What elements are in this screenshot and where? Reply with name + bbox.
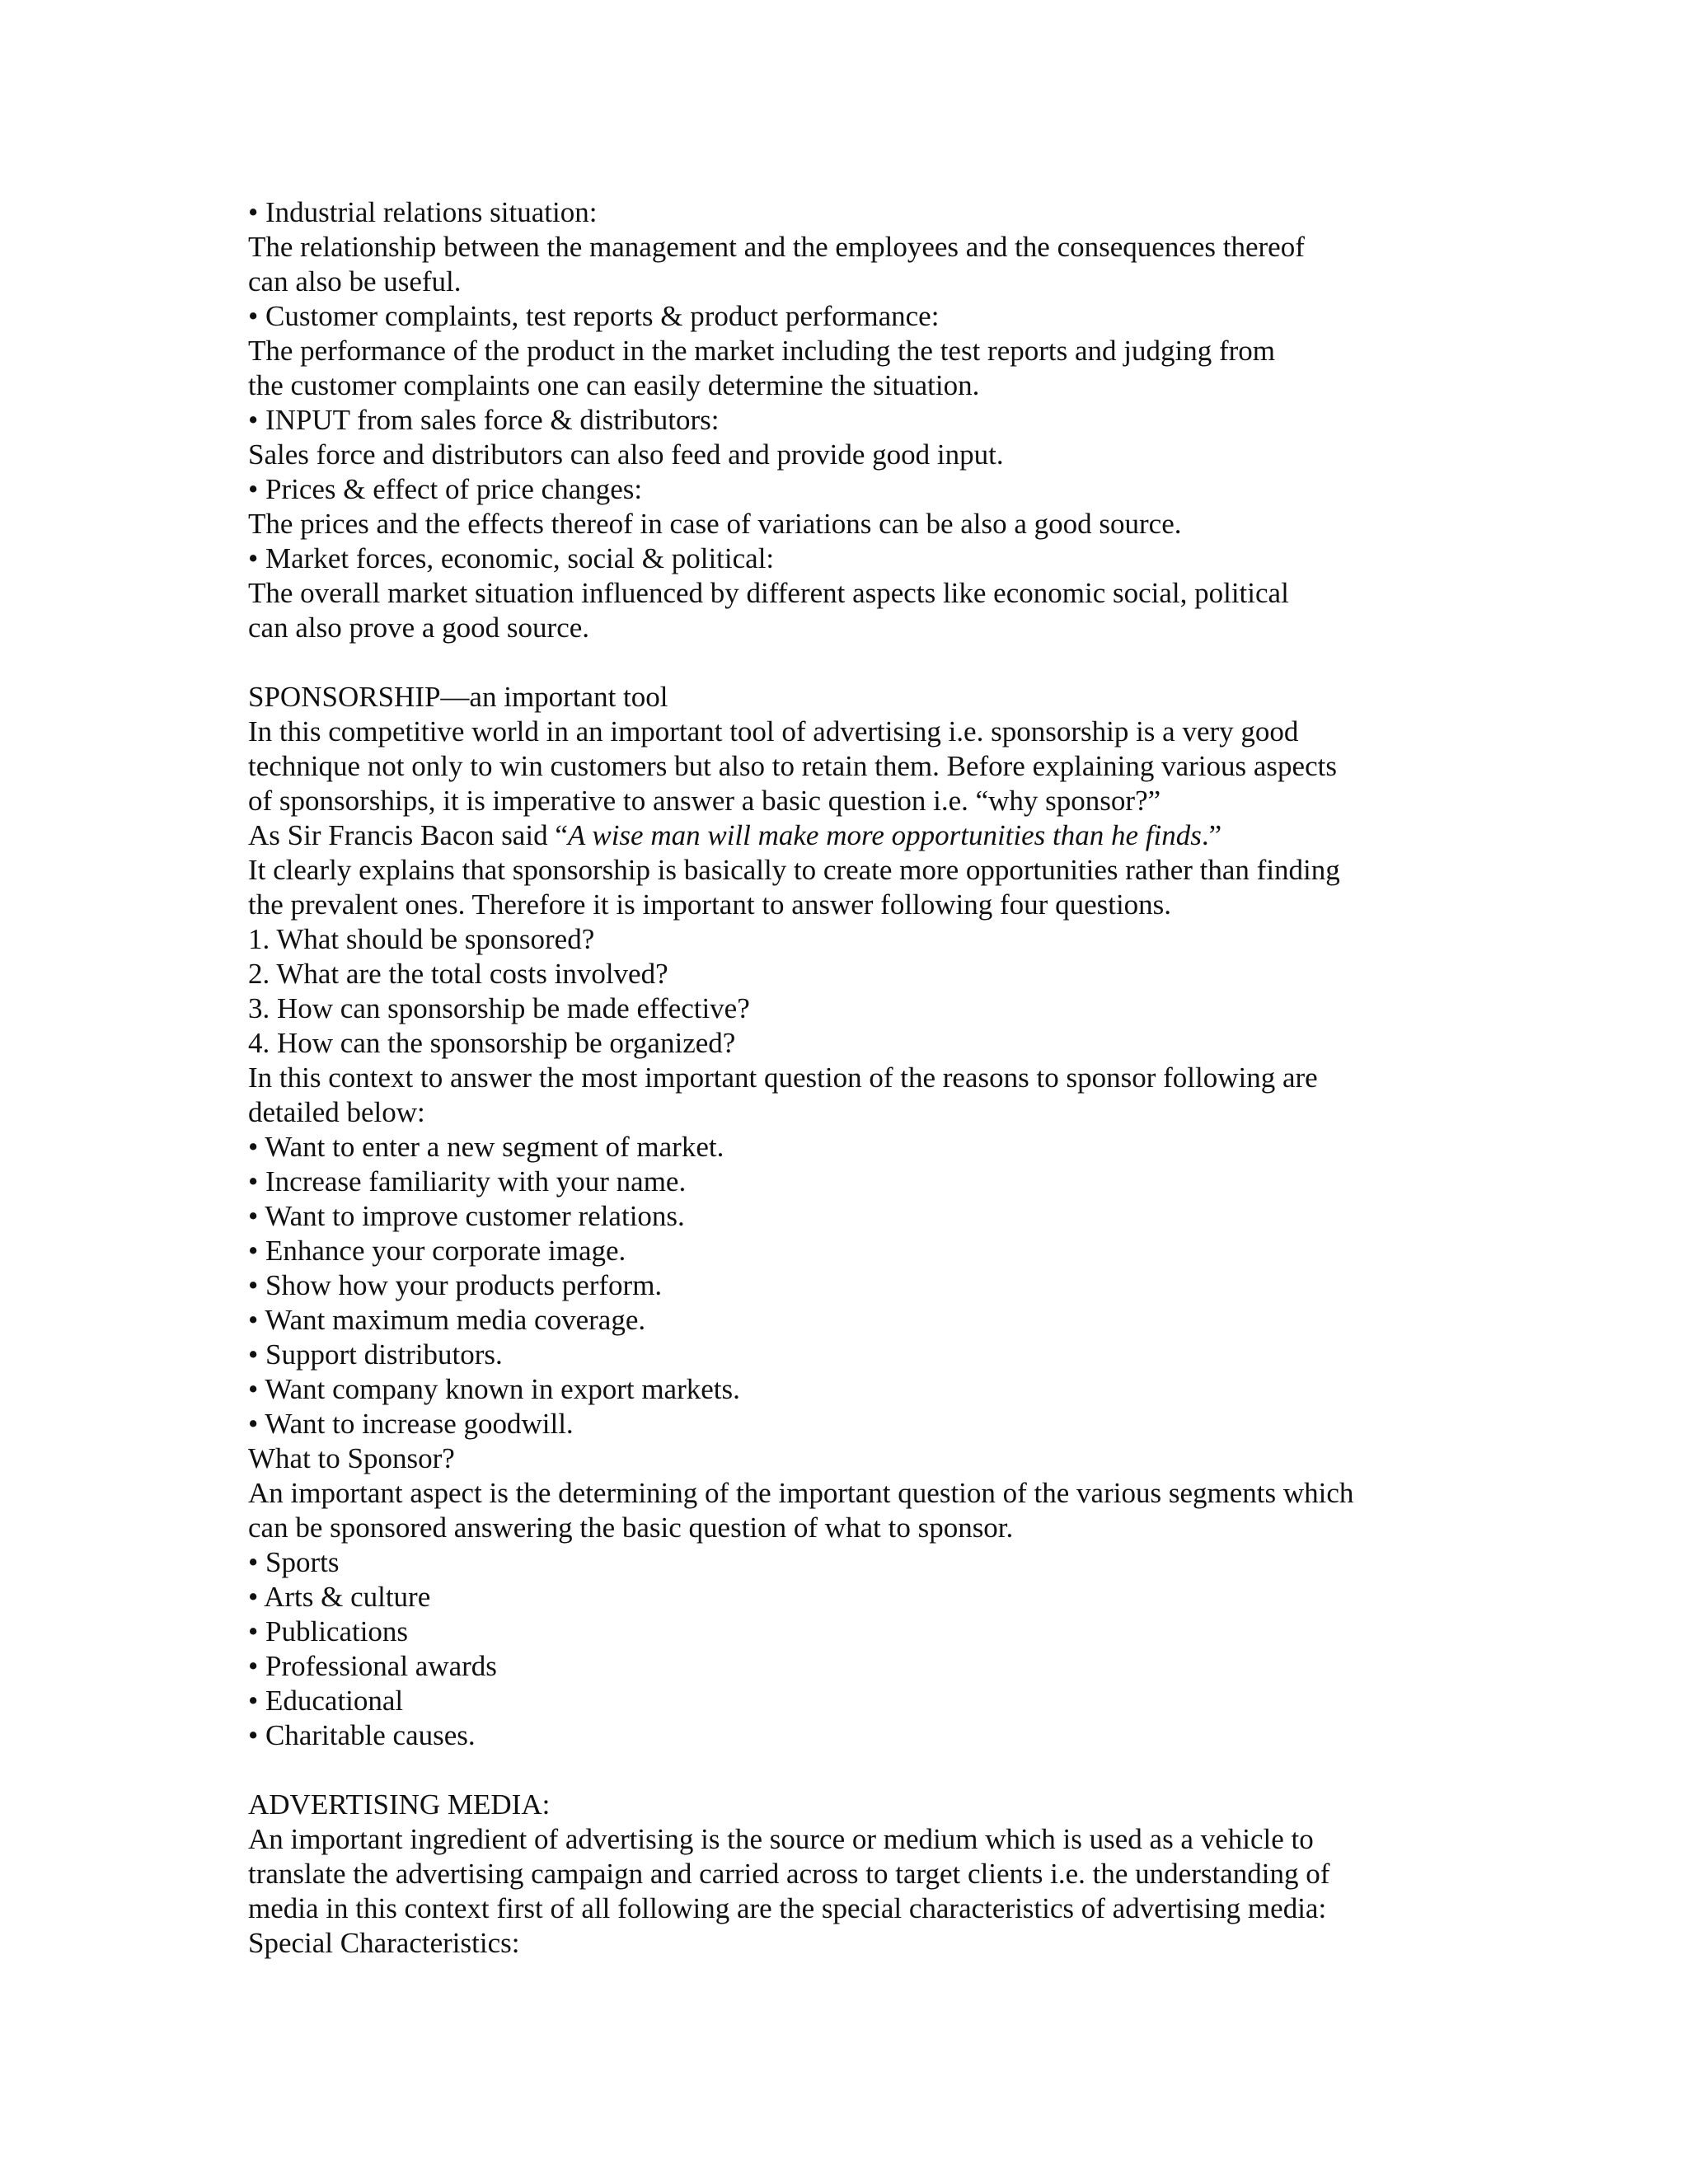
- item-text-line: The performance of the product in the market including the test reports and judging from: [248, 335, 1276, 367]
- item-text-line: The prices and the effects thereof in case of variations can be also a good source.: [248, 508, 1182, 540]
- item-heading: • INPUT from sales force & distributors:: [248, 404, 720, 436]
- subsection-heading: Special Characteristics:: [248, 1927, 520, 1959]
- section-heading: SPONSORSHIP—an important tool: [248, 681, 668, 713]
- intro-item: [248, 541, 1451, 645]
- paragraph-line: detailed below:: [248, 1096, 425, 1128]
- item-text-line: can also be useful.: [248, 265, 462, 298]
- paragraph-line: technique not only to win customers but also to retain them. Before explaining various aspects: [248, 750, 1337, 782]
- quote-line: [248, 818, 1451, 853]
- reason-item: • Want to increase goodwill.: [248, 1408, 574, 1440]
- reason-item: • Want maximum media coverage.: [248, 1304, 646, 1336]
- reason-item: • Show how your products perform.: [248, 1269, 663, 1301]
- item-text-line: The overall market situation influenced by different aspects like economic social, political: [248, 577, 1289, 609]
- section-heading: ADVERTISING MEDIA:: [248, 1788, 551, 1821]
- paragraph-line: media in this context first of all following are the special characteristics of advertising media:: [248, 1892, 1327, 1924]
- paragraph-line: of sponsorships, it is imperative to answer a basic question i.e. “why sponsor?”: [248, 785, 1161, 817]
- paragraph-line: An important aspect is the determining of the important question of the various segments which: [248, 1477, 1354, 1509]
- segment-item: • Arts & culture: [248, 1581, 431, 1613]
- quote-suffix: .”: [1201, 819, 1222, 851]
- paragraph-line: the prevalent ones. Therefore it is important to answer following four questions.: [248, 888, 1172, 921]
- media-section: [248, 1788, 1451, 1961]
- paragraph-line: It clearly explains that sponsorship is basically to create more opportunities rather than finding: [248, 854, 1340, 886]
- paragraph-line: In this competitive world in an important tool of advertising i.e. sponsorship is a very good: [248, 715, 1299, 748]
- quote-text: A wise man will make more opportunities than he finds: [567, 819, 1202, 851]
- intro-item: [248, 299, 1451, 403]
- questions-list: [248, 922, 1451, 1061]
- question-item: 1. What should be sponsored?: [248, 923, 595, 955]
- segment-item: • Publications: [248, 1615, 409, 1647]
- item-heading: • Industrial relations situation:: [248, 196, 598, 228]
- paragraph-line: An important ingredient of advertising is the source or medium which is used as a vehicle to: [248, 1823, 1314, 1855]
- reason-item: • Want company known in export markets.: [248, 1373, 740, 1405]
- document-page: [248, 195, 1451, 1961]
- item-heading: • Market forces, economic, social & political:: [248, 542, 775, 574]
- paragraph-line: In this context to answer the most important question of the reasons to sponsor following are: [248, 1062, 1318, 1094]
- item-text-line: Sales force and distributors can also feed and provide good input.: [248, 438, 1004, 471]
- intro-item: [248, 195, 1451, 299]
- reason-item: • Support distributors.: [248, 1338, 503, 1371]
- reasons-list: [248, 1130, 1451, 1441]
- reason-item: • Want to enter a new segment of market.: [248, 1131, 724, 1163]
- subsection-heading: What to Sponsor?: [248, 1442, 455, 1474]
- segments-list: [248, 1545, 1451, 1753]
- question-item: 2. What are the total costs involved?: [248, 958, 668, 990]
- segment-item: • Charitable causes.: [248, 1719, 476, 1751]
- intro-item: [248, 472, 1451, 541]
- reason-item: • Enhance your corporate image.: [248, 1235, 626, 1267]
- section-spacer: [248, 1753, 1451, 1788]
- item-text-line: The relationship between the management and the employees and the consequences thereof: [248, 231, 1305, 263]
- segment-item: • Sports: [248, 1546, 340, 1578]
- segment-item: • Educational: [248, 1685, 404, 1717]
- item-heading: • Customer complaints, test reports & product performance:: [248, 300, 940, 332]
- reason-item: • Want to improve customer relations.: [248, 1200, 685, 1232]
- intro-item: [248, 403, 1451, 472]
- question-item: 3. How can sponsorship be made effective?: [248, 992, 750, 1024]
- reason-item: • Increase familiarity with your name.: [248, 1165, 687, 1197]
- item-heading: • Prices & effect of price changes:: [248, 473, 643, 505]
- question-item: 4. How can the sponsorship be organized?: [248, 1027, 736, 1059]
- sponsorship-section: [248, 680, 1451, 1753]
- section-spacer: [248, 645, 1451, 680]
- paragraph-line: translate the advertising campaign and carried across to target clients i.e. the understanding of: [248, 1858, 1330, 1890]
- item-text-line: the customer complaints one can easily determine the situation.: [248, 369, 980, 401]
- quote-prefix: As Sir Francis Bacon said “: [248, 819, 568, 851]
- paragraph-line: can be sponsored answering the basic question of what to sponsor.: [248, 1511, 1014, 1544]
- segment-item: • Professional awards: [248, 1650, 497, 1682]
- item-text-line: can also prove a good source.: [248, 612, 590, 644]
- intro-section: [248, 195, 1451, 645]
